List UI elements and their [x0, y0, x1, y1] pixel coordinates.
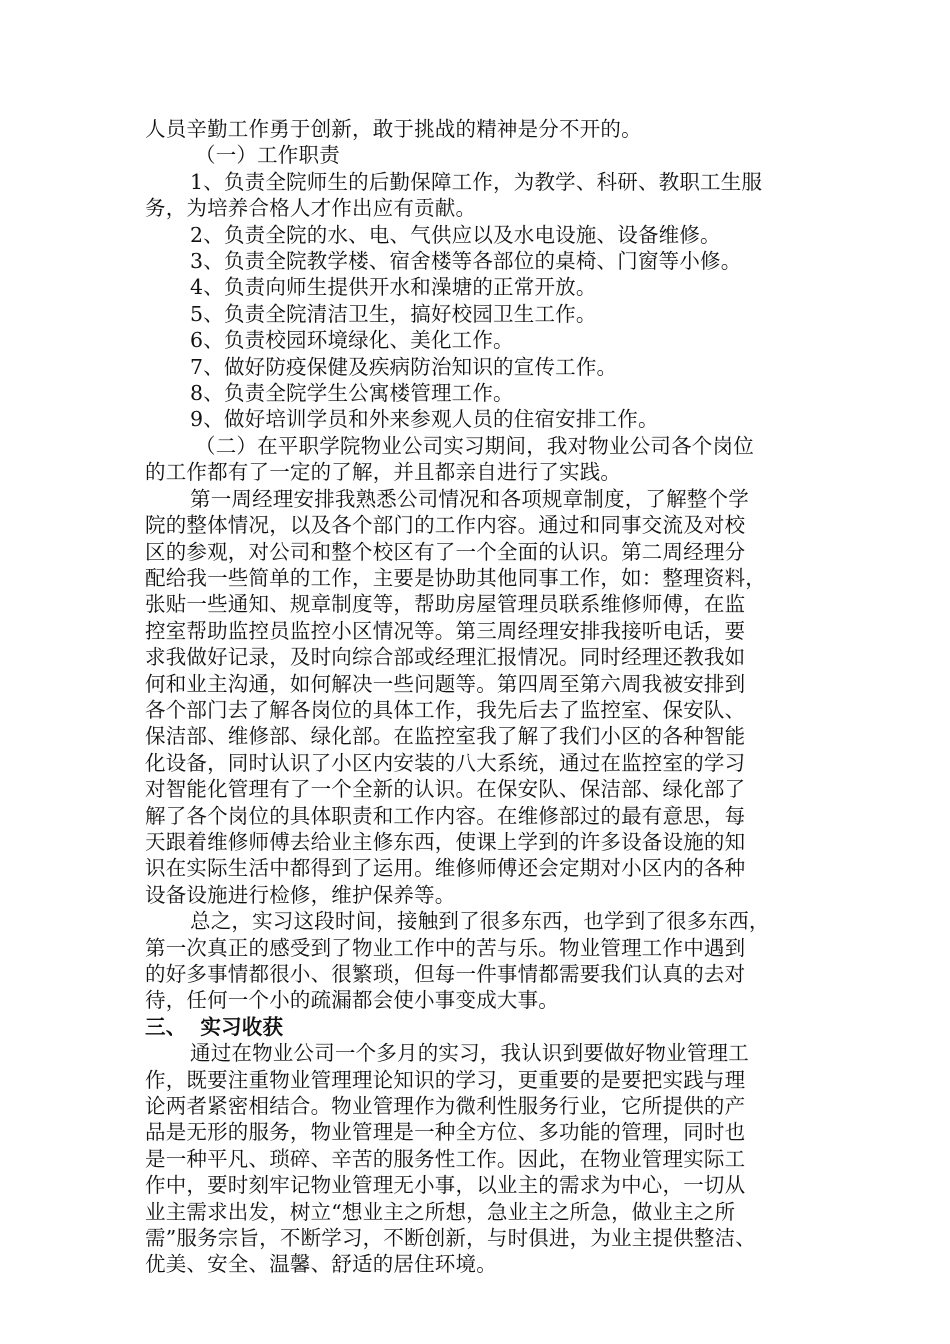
paragraph-line: 第一周经理安排我熟悉公司情况和各项规章制度，了解整个学	[190, 486, 749, 511]
paragraph-line: 论两者紧密相结合。物业管理作为微利性服务行业，它所提供的产	[145, 1094, 746, 1119]
paragraph-weeks	[145, 486, 830, 909]
paragraph-line: 对智能化管理有了一个全新的认识。在保安队、保洁部、绿化部了	[145, 777, 746, 802]
paragraph-line: 院的整体情况，以及各个部门的工作内容。通过和同事交流及对校	[145, 513, 746, 538]
paragraph-line: 保洁部、维修部、绿化部。在监控室我了解了我们小区的各种智能	[145, 724, 746, 749]
opening-line: 人员辛勤工作勇于创新，敢于挑战的精神是分不开的。	[145, 117, 642, 141]
paragraph-line: 求我做好记录，及时向综合部或经理汇报情况。同时经理还教我如	[145, 645, 746, 670]
duty-item-4: 4、负责向师生提供开水和澡塘的正常开放。	[190, 275, 597, 300]
paragraph-line: 待，任何一个小的疏漏都会使小事变成大事。	[145, 988, 559, 1013]
section-two-line-2: 的工作都有了一定的了解，并且都亲自进行了实践。	[145, 460, 622, 485]
paragraph-line: 设备设施进行检修，维护保养等。	[145, 882, 456, 907]
section-one-title: （一）工作职责	[195, 143, 340, 168]
section-two-intro	[145, 433, 830, 486]
paragraph-line: 配给我一些简单的工作，主要是协助其他同事工作，如：整理资料，	[145, 565, 766, 590]
document-body	[145, 116, 830, 1278]
paragraph-line: 业主需求出发，树立“想业主之所想，急业主之所急，做业主之所	[145, 1199, 736, 1224]
duty-item-8: 8、负责全院学生公寓楼管理工作。	[190, 381, 514, 406]
duty-item-2: 2、负责全院的水、电、气供应以及水电设施、设备维修。	[190, 222, 721, 247]
duty-item-1-cont: 务，为培养合格人才作出应有贡献。	[145, 196, 477, 221]
duty-list	[145, 169, 830, 433]
paragraph-line: 各个部门去了解各岗位的具体工作，我先后去了监控室、保安队、	[145, 697, 746, 722]
paragraph-line: 解了各个岗位的具体职责和工作内容。在维修部过的最有意思，每	[145, 803, 746, 828]
paragraph-line: 化设备，同时认识了小区内安装的八大系统，通过在监控室的学习	[145, 750, 746, 775]
paragraph-line: 总之，实习这段时间，接触到了很多东西，也学到了很多东西，	[190, 909, 770, 934]
duty-item-7: 7、做好防疫保健及疾病防治知识的宣传工作。	[190, 354, 618, 379]
duty-item-1: 1、负责全院师生的后勤保障工作，为教学、科研、教职工生服	[190, 169, 763, 194]
paragraph-gains	[145, 1040, 830, 1278]
paragraph-line: 优美、安全、温馨、舒适的居住环境。	[145, 1252, 497, 1277]
paragraph-line: 区的参观，对公司和整个校区有了一个全面的认识。第二周经理分	[145, 539, 746, 564]
paragraph-summary	[145, 908, 830, 1014]
duty-item-6: 6、负责校园环境绿化、美化工作。	[190, 328, 514, 353]
paragraph-line: 控室帮助监控员监控小区情况等。第三周经理安排我接听电话，要	[145, 618, 746, 643]
paragraph-line: 识在实际生活中都得到了运用。维修师傅还会定期对小区内的各种	[145, 856, 746, 881]
paragraph-line: 需”服务宗旨，不断学习，不断创新，与时俱进，为业主提供整洁、	[145, 1226, 756, 1251]
paragraph-line: 通过在物业公司一个多月的实习，我认识到要做好物业管理工	[190, 1041, 749, 1066]
paragraph-line: 天跟着维修师傅去给业主修东西，使课上学到的许多设备设施的知	[145, 829, 746, 854]
section-two-line-1: （二）在平职学院物业公司实习期间，我对物业公司各个岗位	[195, 433, 754, 458]
paragraph-line: 第一次真正的感受到了物业工作中的苦与乐。物业管理工作中遇到	[145, 935, 746, 960]
duty-item-3: 3、负责全院教学楼、宿舍楼等各部位的桌椅、门窗等小修。	[190, 249, 742, 274]
section-three-title: 实习收获	[200, 1014, 284, 1039]
duty-item-5: 5、负责全院清洁卫生，搞好校园卫生工作。	[190, 301, 597, 326]
paragraph-line: 的好多事情都很小、很繁琐，但每一件事情都需要我们认真的去对	[145, 962, 746, 986]
paragraph-line: 品是无形的服务，物业管理是一种全方位、多功能的管理，同时也	[145, 1120, 746, 1145]
duty-item-9: 9、做好培训学员和外来参观人员的住宿安排工作。	[190, 407, 659, 432]
paragraph-line: 张贴一些通知、规章制度等，帮助房屋管理员联系维修师傅，在监	[145, 592, 746, 617]
paragraph-line: 何和业主沟通，如何解决一些问题等。第四周至第六周我被安排到	[145, 671, 746, 696]
paragraph-line: 是一种平凡、琐碎、辛苦的服务性工作。因此，在物业管理实际工	[145, 1146, 746, 1171]
paragraph-line: 作中，要时刻牢记物业管理无小事，以业主的需求为中心，一切从	[145, 1173, 746, 1198]
section-three-number: 三、	[145, 1014, 187, 1039]
section-three-heading	[145, 1014, 830, 1040]
paragraph-line: 作，既要注重物业管理理论知识的学习，更重要的是要把实践与理	[145, 1067, 746, 1092]
